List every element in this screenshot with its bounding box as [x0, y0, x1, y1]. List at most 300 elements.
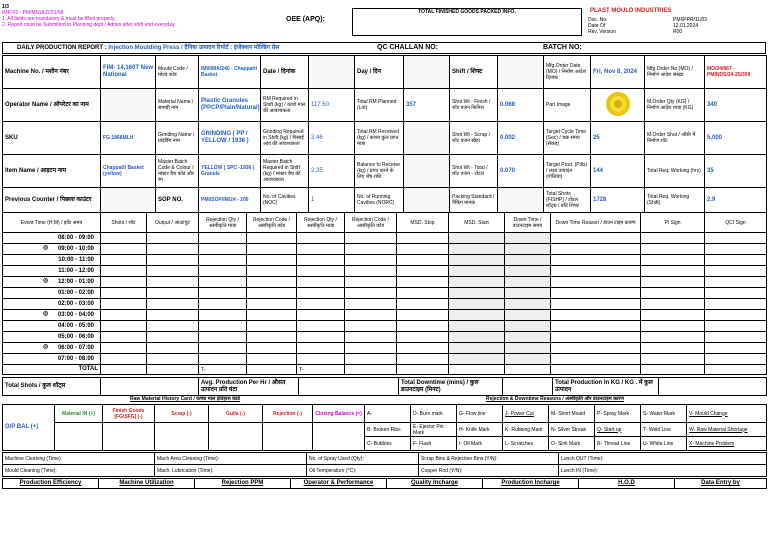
total-pi-sign [641, 365, 705, 375]
reason-m: M- Short Mould [549, 405, 595, 423]
slot-rej-qty-2[interactable] [297, 266, 345, 277]
slot-output[interactable] [147, 244, 199, 255]
mach-lubrication-field[interactable]: Mach. Lubrication (Time): [155, 465, 307, 477]
slot-time-label: 01:00 - 02:00 [57, 289, 94, 296]
rev-value: R00 [673, 29, 683, 35]
total-finished-box [352, 8, 582, 36]
slot-output[interactable] [147, 310, 199, 321]
header-notes [2, 4, 252, 28]
item-label: Item Name / आइटम नाम [3, 155, 101, 188]
slot-rej-qty-2[interactable] [297, 244, 345, 255]
slot-down-time[interactable] [505, 299, 551, 310]
slot-rej-code-2[interactable] [345, 266, 397, 277]
slot-rej-code-2[interactable] [345, 233, 397, 244]
sign-machine-utilization: Machine Utilization [99, 479, 195, 489]
prev-counter-value[interactable] [101, 188, 156, 213]
slot-time-label: 02:00 - 03:00 [57, 300, 94, 307]
slot-time-label: 07:00 - 08:00 [57, 355, 94, 362]
slot-rej-qty-1[interactable] [199, 277, 247, 288]
slot-down-reason[interactable] [551, 332, 641, 343]
slot-msd-start[interactable] [449, 299, 505, 310]
total-req-shift-label: Total Req. Working (Shift) [645, 188, 705, 213]
slot-rej-code-2[interactable] [345, 288, 397, 299]
scrap-value[interactable] [155, 423, 209, 451]
operator-value[interactable] [101, 89, 156, 122]
slot-row [3, 332, 767, 343]
slot-qci-sign[interactable] [705, 343, 767, 354]
slot-pi-sign[interactable] [641, 277, 705, 288]
slot-msd-start[interactable] [449, 310, 505, 321]
slot-pi-sign[interactable] [641, 299, 705, 310]
slot-rej-qty-2[interactable] [297, 321, 345, 332]
slot-output[interactable] [147, 255, 199, 266]
cavities-label: No. of Cavities (NOC) [261, 188, 309, 213]
sku-value: FG 1868MLH [101, 122, 156, 155]
slot-msd-start[interactable] [449, 233, 505, 244]
slot-time [3, 310, 101, 321]
slot-qci-sign[interactable] [705, 266, 767, 277]
slot-rej-qty-1[interactable] [199, 343, 247, 354]
slot-rej-code-2[interactable] [345, 310, 397, 321]
slot-qci-sign[interactable] [705, 332, 767, 343]
total-down-reason [551, 365, 641, 375]
cavities-value: 1 [309, 188, 355, 213]
slot-shots[interactable] [101, 266, 147, 277]
slot-msd-stop[interactable] [397, 332, 449, 343]
slot-msd-stop[interactable] [397, 321, 449, 332]
scrap-bins-field[interactable]: Scrap Bins & Rejection Bins (Y/N): [419, 453, 559, 465]
total-rej-code-2 [345, 365, 397, 375]
slot-output[interactable] [147, 321, 199, 332]
total-finished-label: TOTAL FINISHED GOODS PACKED INFO. [418, 9, 516, 15]
reason-k: K- Rubbing Mark [503, 423, 549, 437]
closing-balance-value[interactable] [313, 423, 365, 451]
slot-shots[interactable] [101, 343, 147, 354]
material-in-value[interactable] [55, 423, 103, 451]
slot-rej-qty-2[interactable] [297, 354, 345, 365]
report-title [17, 45, 279, 52]
reason-w: W- Raw Material Shortage [687, 423, 767, 437]
slot-row [3, 299, 767, 310]
slot-row [3, 343, 767, 354]
slot-rej-qty-2[interactable] [297, 288, 345, 299]
finish-goods-value[interactable] [103, 423, 155, 451]
closing-balance-label: Closing Balance (=) [313, 405, 365, 423]
mfg-order-no-label: Mfg.Order No (MO) / निर्माण आदेश संख्या [645, 56, 705, 89]
slot-rej-qty-1[interactable] [199, 244, 247, 255]
running-cav-value[interactable] [404, 188, 450, 213]
slot-pi-sign[interactable] [641, 288, 705, 299]
running-cav-label: No. of Running Cavities (NORC) [355, 188, 404, 213]
reason-x: X- Machine Problem [687, 437, 767, 451]
slot-time-label: 10:00 - 11:00 [58, 256, 94, 263]
slot-msd-start[interactable] [449, 255, 505, 266]
lunch-in-field[interactable]: Lunch IN (Time): [559, 465, 767, 477]
operator-label: Operator Name / ऑपरेटर का नाम [3, 89, 101, 122]
grid-header-shots: Shots / शॉट [101, 213, 147, 233]
slot-shots[interactable] [101, 310, 147, 321]
slot-msd-stop[interactable] [397, 244, 449, 255]
total-output-cell[interactable] [147, 365, 199, 375]
slot-output[interactable] [147, 354, 199, 365]
slot-rej-code-2[interactable] [345, 299, 397, 310]
slot-rej-code-1[interactable] [247, 310, 297, 321]
slot-rej-code-2[interactable] [345, 321, 397, 332]
slot-down-reason[interactable] [551, 299, 641, 310]
slot-time-label: 05:00 - 06:00 [57, 333, 94, 340]
sign-production-incharge: Production Incharge [483, 479, 579, 489]
reason-r: R- Thread Line [595, 437, 641, 451]
slot-rej-code-2[interactable] [345, 255, 397, 266]
slot-pi-sign[interactable] [641, 233, 705, 244]
slot-row [3, 266, 767, 277]
grid-header-pi-sign: PI Sign [641, 213, 705, 233]
slot-rej-qty-2[interactable] [297, 332, 345, 343]
shot-total-label: Shot Wt - Total / शॉट वजन - टोटल [450, 155, 498, 188]
slot-rej-code-1[interactable] [247, 244, 297, 255]
slot-msd-start[interactable] [449, 266, 505, 277]
shot-finish-label: Shot Wt - Finish / शॉट वजन फिनिश [450, 89, 498, 122]
rejection-reasons-title: Rejection & Downtime Reasons / अस्वीकृति और डाउनटाइम कारण [486, 396, 624, 402]
slot-rej-qty-2[interactable] [297, 310, 345, 321]
slot-msd-start[interactable] [449, 332, 505, 343]
slot-pi-sign[interactable] [641, 310, 705, 321]
slot-time [3, 288, 101, 299]
slot-down-time[interactable] [505, 244, 551, 255]
reason-i: I- Oil Mark [457, 437, 503, 451]
slot-down-time[interactable] [505, 354, 551, 365]
reason-t: T- Weld Line [641, 423, 687, 437]
slot-shots[interactable] [101, 288, 147, 299]
summary-total-prod-value[interactable] [659, 378, 767, 396]
slot-shots[interactable] [101, 244, 147, 255]
shift-label: Shift / शिफ्ट [450, 56, 498, 89]
total-rm-recv-value[interactable] [404, 122, 450, 155]
material-in-label: Material IN (+) [55, 405, 103, 423]
slot-rows [3, 233, 767, 365]
slot-down-reason[interactable] [551, 233, 641, 244]
slot-rej-code-1[interactable] [247, 255, 297, 266]
slot-rej-code-1[interactable] [247, 299, 297, 310]
slot-output[interactable] [147, 332, 199, 343]
target-prod-value: 144 [591, 155, 645, 188]
slot-qci-sign[interactable] [705, 288, 767, 299]
slot-msd-stop[interactable] [397, 266, 449, 277]
slot-qci-sign[interactable] [705, 244, 767, 255]
note-page: 1/3 [2, 4, 9, 10]
mould-code-value: IM008IA/240 - Chappatti Basket [199, 56, 261, 89]
slot-shots[interactable] [101, 277, 147, 288]
material-value: Plastic Granules (PPCP/Plain/Natural) [199, 89, 261, 122]
slot-qci-sign[interactable] [705, 233, 767, 244]
mo-shot-value: 5,000 [705, 122, 767, 155]
slot-msd-start[interactable] [449, 288, 505, 299]
slot-down-time[interactable] [505, 343, 551, 354]
slot-down-reason[interactable] [551, 354, 641, 365]
slot-msd-stop[interactable] [397, 310, 449, 321]
summary-downtime-value[interactable] [503, 378, 553, 396]
slot-down-time[interactable] [505, 255, 551, 266]
slot-qci-sign[interactable] [705, 354, 767, 365]
summary-total-prod-label: Total Production In KG / KG . में कुल उत्पादन [553, 378, 659, 396]
slot-row [3, 233, 767, 244]
scrap-label: Scrap (-) [155, 405, 209, 423]
slot-down-time[interactable] [505, 277, 551, 288]
slot-rej-qty-1[interactable] [199, 299, 247, 310]
date-label: Date / दिनांक [261, 56, 309, 89]
grid-header-down-reason: Down Time Reason / डाउन टाइम कारण [551, 213, 641, 233]
reason-c: C- Bubbles [365, 437, 411, 451]
slot-rej-qty-1[interactable] [199, 310, 247, 321]
slot-time [3, 233, 101, 244]
note-submit: 2. Report must be Submitted to Planning dept / Admin after shift end everyday [2, 22, 175, 28]
slot-msd-stop[interactable] [397, 233, 449, 244]
slot-msd-start[interactable] [449, 343, 505, 354]
grinding-value: GRINDING ( PP / YELLOW / 1936 ) [199, 122, 261, 155]
slot-rej-qty-1[interactable] [199, 354, 247, 365]
cycle-time-value: 25 [591, 122, 645, 155]
balance-value[interactable] [404, 155, 450, 188]
slot-qci-sign[interactable] [705, 310, 767, 321]
total-down-time[interactable] [505, 365, 551, 375]
slot-pi-sign[interactable] [641, 244, 705, 255]
slot-msd-start[interactable] [449, 244, 505, 255]
slot-msd-start[interactable] [449, 321, 505, 332]
mfg-order-no-value: MO/24/867 - PMINDS/24-25/399 [705, 56, 767, 89]
rejection-value[interactable] [263, 423, 313, 451]
title-bar [2, 42, 766, 54]
slot-row [3, 310, 767, 321]
break-marker-icon: ◎ [43, 311, 49, 317]
slot-down-reason[interactable] [551, 343, 641, 354]
slot-rej-code-2[interactable] [345, 354, 397, 365]
slot-rej-code-1[interactable] [247, 288, 297, 299]
grid-header-output: Output / आउटपुट [147, 213, 199, 233]
reason-o: O- Sink Mark [549, 437, 595, 451]
slot-down-reason[interactable] [551, 255, 641, 266]
mo-qty-label: M.Order Qty (KG) / निर्माण आदेश मात्रा (KG) [645, 89, 705, 122]
sign-rejection-ppm: Rejection PPM [195, 479, 291, 489]
rev-label: Rev. Version [588, 29, 616, 35]
slot-msd-stop[interactable] [397, 343, 449, 354]
slot-shots[interactable] [101, 299, 147, 310]
reason-h: H- Knife Mark [457, 423, 503, 437]
machine-value: FIM- 14,160T New National [101, 56, 156, 89]
sign-production-efficiency: Production Efficiency [3, 479, 99, 489]
reason-q: Q- Start up [595, 423, 641, 437]
slot-rej-code-1[interactable] [247, 354, 297, 365]
date-value[interactable] [309, 56, 355, 89]
item-value: Chappatti Basket (yellow) [101, 155, 156, 188]
slot-time-label: 08:00 - 09:00 [57, 234, 94, 241]
slot-rej-qty-1[interactable] [199, 288, 247, 299]
slot-rej-qty-2[interactable] [297, 233, 345, 244]
total-shots-cell[interactable] [101, 365, 147, 375]
shot-scrap-value: 0.002 [498, 122, 544, 155]
slot-output[interactable] [147, 299, 199, 310]
report-title-prefix: DAILY PRODUCTION REPORT : [17, 45, 109, 51]
slot-shots[interactable] [101, 354, 147, 365]
grid-header-rej-qty-1: Rejection Qty / अस्वीकृति मात्रा [199, 213, 247, 233]
slot-rej-qty-2[interactable] [297, 299, 345, 310]
mfg-order-date-value: Fri, Nov 8, 2024 [591, 56, 645, 89]
total-msd-start [449, 365, 505, 375]
slot-rej-code-2[interactable] [345, 343, 397, 354]
slot-rej-qty-2[interactable] [297, 343, 345, 354]
break-marker-icon: ◎ [43, 344, 49, 350]
slot-down-time[interactable] [505, 233, 551, 244]
slot-qci-sign[interactable] [705, 321, 767, 332]
grid-total-row [3, 365, 767, 375]
summary-table [2, 377, 767, 396]
lunch-out-field[interactable]: Lunch OUT (Time): [559, 453, 767, 465]
slot-rej-qty-1[interactable] [199, 332, 247, 343]
packing-std-value[interactable] [498, 188, 544, 213]
slot-pi-sign[interactable] [641, 266, 705, 277]
slot-output[interactable] [147, 343, 199, 354]
slot-time-label: 04:00 - 05:00 [57, 322, 94, 329]
mb-label: Master Batch Code & Colour / मास्टर बैच कोड और रंग [156, 155, 199, 188]
grid-header-rej-code-1: Rejection Code / अस्वीकृति कोड [247, 213, 297, 233]
oil-temperature-field[interactable]: Oil Temperature (°C): [307, 465, 419, 477]
gulla-value[interactable] [209, 423, 263, 451]
mach-area-cleaning-field[interactable]: Mach Area Cleaning (Time): [155, 453, 307, 465]
slot-rej-qty-2[interactable] [297, 255, 345, 266]
total-qci-sign [705, 365, 767, 375]
slot-pi-sign[interactable] [641, 332, 705, 343]
summary-total-shots-value[interactable] [101, 378, 199, 396]
date-of-value: 12.01.2024 [673, 23, 699, 29]
slot-msd-start[interactable] [449, 277, 505, 288]
mfg-order-date-label: Mfg.Order Date (MO) / निर्माण आदेश दिनांक [544, 56, 591, 89]
slot-time [3, 277, 101, 288]
summary-avg-prod-value[interactable] [299, 378, 399, 396]
material-reasons-table [2, 404, 767, 451]
slot-down-reason[interactable] [551, 310, 641, 321]
slot-output[interactable] [147, 288, 199, 299]
slot-down-reason[interactable] [551, 277, 641, 288]
reason-b: B- Broken Ribs [365, 423, 411, 437]
slot-rej-qty-1[interactable] [199, 266, 247, 277]
slot-down-reason[interactable] [551, 244, 641, 255]
slot-down-reason[interactable] [551, 288, 641, 299]
total-shots-label: Total Shots (FISHP) / टोटल शॉट्स / प्रति शिफ्ट [544, 188, 591, 213]
slot-msd-stop[interactable] [397, 255, 449, 266]
balance-label: Balance to Receive (kg) / प्राप्त करने के लिए शेष राशि [355, 155, 404, 188]
slot-down-time[interactable] [505, 266, 551, 277]
slot-shots[interactable] [101, 332, 147, 343]
summary-total-shots-label: Total Shots / कुल शॉट्स [3, 378, 101, 396]
spray-used-field[interactable]: No. of Spray Used (Qty): [307, 453, 419, 465]
slot-output[interactable] [147, 277, 199, 288]
shot-total-value: 0.070 [498, 155, 544, 188]
slot-down-reason[interactable] [551, 266, 641, 277]
mo-qty-value: 340 [705, 89, 767, 122]
mb-req-value: 2.35 [309, 155, 355, 188]
slot-pi-sign[interactable] [641, 255, 705, 266]
slot-rej-code-1[interactable] [247, 343, 297, 354]
slot-rej-qty-1[interactable] [199, 255, 247, 266]
slot-rej-code-1[interactable] [247, 332, 297, 343]
reason-n: N- Silver Streak [549, 423, 595, 437]
slot-time [3, 354, 101, 365]
material-label: Material Name / सामग्री नाम [156, 89, 199, 122]
sop-value: PMI/SOP/IM/24 - 206 [199, 188, 261, 213]
slot-rej-code-2[interactable] [345, 277, 397, 288]
slot-down-reason[interactable] [551, 321, 641, 332]
sop-label: SOP NO. [156, 188, 199, 213]
slot-rej-qty-1[interactable] [199, 233, 247, 244]
slot-shots[interactable] [101, 255, 147, 266]
day-value[interactable] [404, 56, 450, 89]
slot-down-time[interactable] [505, 288, 551, 299]
slot-row [3, 255, 767, 266]
slot-msd-stop[interactable] [397, 277, 449, 288]
qc-challan-label: QC CHALLAN NO: [377, 44, 439, 51]
reason-j: J- Power Cut [503, 405, 549, 423]
slot-qci-sign[interactable] [705, 277, 767, 288]
slot-down-time[interactable] [505, 332, 551, 343]
doc-info-table [586, 17, 756, 35]
slot-down-time[interactable] [505, 310, 551, 321]
slot-rej-code-1[interactable] [247, 266, 297, 277]
part-image [605, 91, 631, 117]
slot-rej-code-1[interactable] [247, 277, 297, 288]
slot-output[interactable] [147, 266, 199, 277]
slot-time [3, 321, 101, 332]
slot-rej-code-1[interactable] [247, 233, 297, 244]
op-bal-label: O/P BAL (+) [3, 405, 55, 451]
slot-time [3, 299, 101, 310]
grinding-req-label: Grinding Required in Shift (kg) / पिसाई आव की आवश्यकता [261, 122, 309, 155]
machine-cleaning-field[interactable]: Machine Cleaning (Time): [3, 453, 155, 465]
reason-s: S- Water Mark [641, 405, 687, 423]
slot-shots[interactable] [101, 233, 147, 244]
copper-rod-field[interactable]: Copper Rod (Y/N): [419, 465, 559, 477]
slot-rej-qty-1[interactable] [199, 321, 247, 332]
footer-checks-table [2, 452, 767, 477]
slot-msd-stop[interactable] [397, 354, 449, 365]
slot-msd-stop[interactable] [397, 299, 449, 310]
slot-pi-sign[interactable] [641, 354, 705, 365]
break-marker-icon: ◎ [43, 245, 49, 251]
slot-shots[interactable] [101, 321, 147, 332]
slot-rej-code-2[interactable] [345, 332, 397, 343]
slot-output[interactable] [147, 233, 199, 244]
slot-time [3, 244, 101, 255]
slot-msd-stop[interactable] [397, 288, 449, 299]
slot-rej-code-1[interactable] [247, 321, 297, 332]
slot-pi-sign[interactable] [641, 343, 705, 354]
shift-value[interactable] [498, 56, 544, 89]
slot-qci-sign[interactable] [705, 255, 767, 266]
slot-qci-sign[interactable] [705, 299, 767, 310]
total-rm-recv-label: Total RM Received (kg) / कच्चा कुल प्राप्त मात्रा [355, 122, 404, 155]
mb-value: YELLOW ( SPC -1936 ) Granule [199, 155, 261, 188]
slot-rej-code-2[interactable] [345, 244, 397, 255]
rm-required-value: 117.50 [309, 89, 355, 122]
sign-quality-incharge: Quality Incharge [387, 479, 483, 489]
slot-down-time[interactable] [505, 321, 551, 332]
day-label: Day / दिन [355, 56, 404, 89]
note-code: IMP-02 - PM/MOULD/21/99 [2, 10, 64, 16]
slot-pi-sign[interactable] [641, 321, 705, 332]
slot-row [3, 354, 767, 365]
company-name: PLAST MOULD INDUSTRIES [590, 8, 672, 14]
slot-msd-start[interactable] [449, 354, 505, 365]
mould-cleaning-field[interactable]: Mould Cleaning (Time): [3, 465, 155, 477]
slot-rej-qty-2[interactable] [297, 277, 345, 288]
